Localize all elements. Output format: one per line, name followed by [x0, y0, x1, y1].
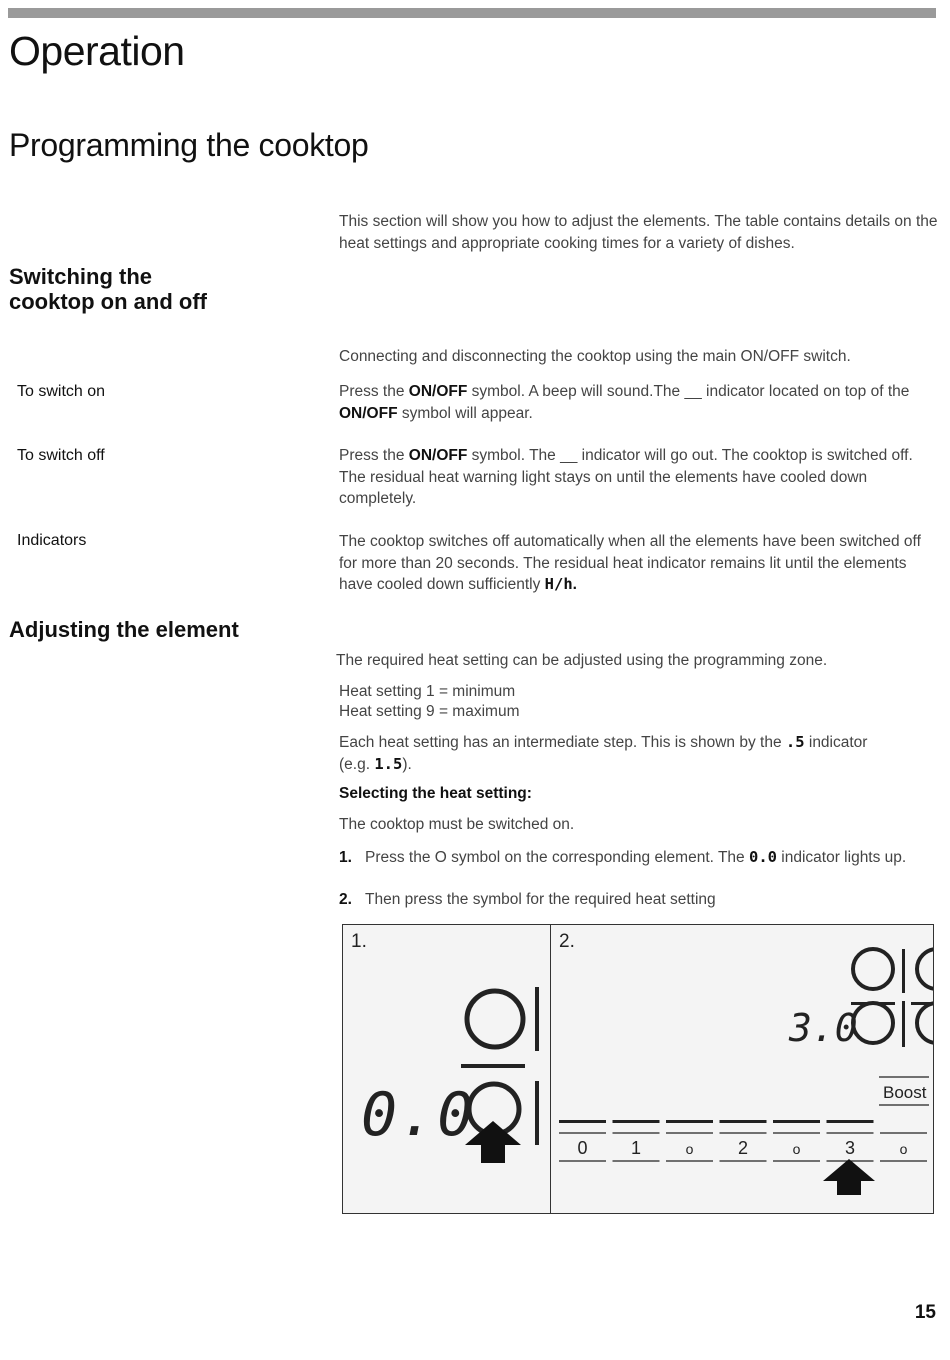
scale-bar	[559, 1120, 606, 1123]
scale-key-label[interactable]: 0	[577, 1138, 588, 1158]
element-underline	[461, 1064, 525, 1068]
press-arrow-icon	[823, 1159, 875, 1195]
panel-2-drawing	[551, 925, 933, 1213]
scale-bar	[666, 1120, 713, 1123]
step-2: 2. Then press the symbol for the required heat setting	[339, 889, 939, 911]
scale-key-label[interactable]: 1	[630, 1138, 642, 1158]
scale-bar	[613, 1120, 660, 1123]
switching-intro: Connecting and disconnecting the cooktop using the main ON/OFF switch.	[339, 348, 851, 365]
adjusting-heading: Adjusting the element	[9, 617, 239, 642]
element-divider	[535, 987, 539, 1051]
switching-heading-line1: Switching the	[9, 264, 152, 289]
panel-1-drawing	[343, 925, 549, 1213]
element-circle-partial-icon	[917, 949, 933, 989]
display-readout: 3.0	[789, 1006, 858, 1050]
scale-key-label[interactable]: 3	[844, 1138, 856, 1158]
boost-label: Boost	[883, 1083, 927, 1102]
heat-setting-max: Heat setting 9 = maximum	[339, 703, 520, 720]
step-1-number: 1.	[339, 849, 352, 866]
section-title: Programming the cooktop	[9, 127, 369, 163]
scale-key-label[interactable]: o	[685, 1141, 694, 1157]
step-1: 1. Press the O symbol on the corresponding element. The 0.0 indicator lights up.	[339, 847, 939, 869]
select-circle-icon	[853, 1003, 893, 1043]
switch-off-label: To switch off	[17, 447, 105, 464]
page-title: Operation	[9, 28, 185, 74]
adjusting-intro: The required heat setting can be adjusted using the programming zone.	[336, 652, 828, 669]
section-intro: This section will show you how to adjust the elements. The table contains details on the heat settings and appropriate cooking times for a variety of dishes.	[339, 213, 938, 252]
residual-heat-symbol: H/h	[544, 575, 573, 593]
top-rule	[8, 8, 936, 18]
intermediate-step-text: Each heat setting has an intermediate step. This is shown by the .5 indicator (e.g. 1.5).	[339, 733, 868, 773]
figure-panel-2	[551, 925, 933, 1213]
select-divider	[535, 1081, 539, 1145]
scale-key-label[interactable]: 2	[737, 1138, 749, 1158]
switch-off-text: Press the ON/OFF symbol. The __ indicator will go out. The cooktop is switched off. The residual heat warning light stays on until the elements have cooled down completely.	[339, 447, 913, 507]
scale-bar	[720, 1120, 767, 1123]
scale-key-label[interactable]: o	[792, 1141, 801, 1157]
step-2-number: 2.	[339, 891, 352, 908]
control-panel-figure	[342, 924, 934, 1214]
switching-heading-line2: cooktop on and off	[9, 289, 207, 314]
display-readout: 0.0	[361, 1080, 476, 1150]
heat-scale	[559, 1120, 927, 1161]
page-number: 15	[914, 1302, 936, 1323]
switching-heading	[9, 264, 207, 314]
scale-bar	[827, 1120, 874, 1123]
heat-setting-min: Heat setting 1 = minimum	[339, 683, 516, 700]
panel-1-label: 1.	[351, 931, 367, 952]
panel-2-label: 2.	[559, 931, 575, 952]
element-divider	[902, 949, 905, 993]
selecting-heading: Selecting the heat setting:	[339, 785, 532, 802]
precondition-text: The cooktop must be switched on.	[339, 816, 575, 833]
switch-on-label: To switch on	[17, 383, 106, 400]
select-divider	[902, 1001, 905, 1047]
switch-on-text: Press the ON/OFF symbol. A beep will sound.The __ indicator located on top of the ON/OFF symbol will appear.	[339, 383, 910, 422]
select-circle-partial-icon	[917, 1003, 933, 1043]
indicators-label: Indicators	[17, 532, 87, 549]
indicators-text: The cooktop switches off automatically when all the elements have been switched off for more than 20 seconds. The residual heat indicator remains lit until the elements have cooled down sufficiently H/h.	[339, 533, 921, 593]
scale-key-label[interactable]: o	[899, 1141, 908, 1157]
element-circle-icon	[467, 991, 523, 1047]
element-circle-icon	[853, 949, 893, 989]
scale-bar	[773, 1120, 820, 1123]
figure-panel-1	[343, 925, 551, 1213]
